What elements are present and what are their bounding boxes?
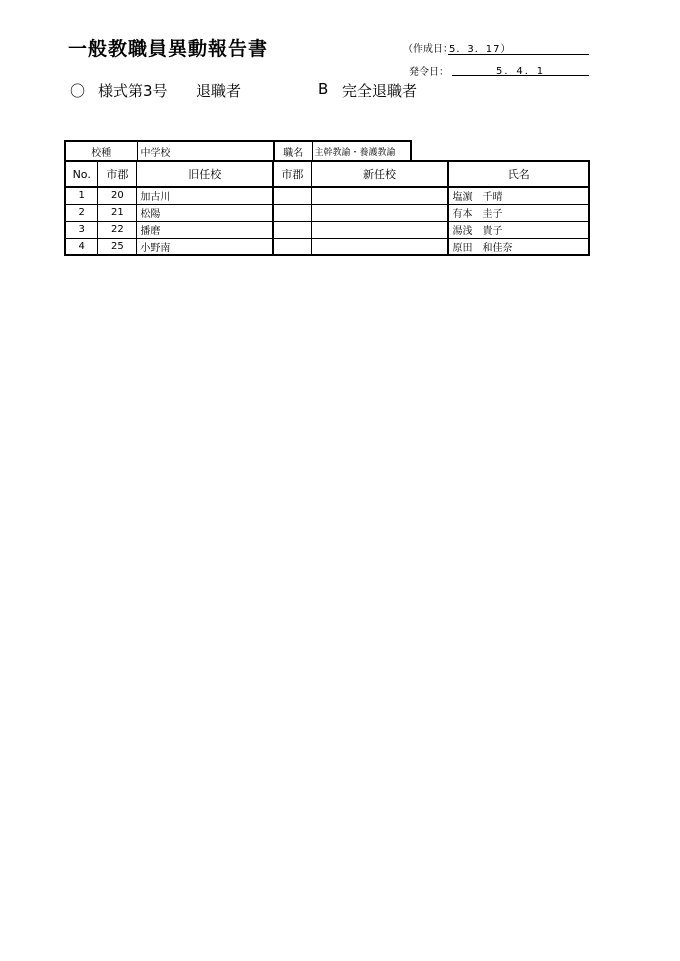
- row-old-school: 加古川: [137, 187, 273, 204]
- row-new-school: [311, 221, 448, 238]
- row-new-city: [273, 187, 311, 204]
- row-city: 25: [98, 238, 137, 255]
- table-row: [65, 238, 589, 255]
- row-new-city: [273, 221, 311, 238]
- created-date-value: 5．3．17）: [449, 44, 512, 55]
- header-new-city: 市郡: [273, 161, 311, 187]
- position-label: 職名: [274, 141, 312, 161]
- row-old-school: 播磨: [137, 221, 273, 238]
- row-old-school: 松陽: [137, 204, 273, 221]
- category-name: 完全退職者: [342, 82, 418, 100]
- table-row: [65, 221, 589, 238]
- row-city: 20: [98, 187, 137, 204]
- row-new-school: [311, 238, 448, 255]
- row-name: 湯浅 貴子: [448, 221, 589, 238]
- row-no: 2: [65, 204, 98, 221]
- header-city: 市郡: [98, 161, 137, 187]
- row-no: 1: [65, 187, 98, 204]
- row-new-city: [273, 204, 311, 221]
- row-old-school: 小野南: [137, 238, 273, 255]
- row-city: 21: [98, 204, 137, 221]
- retirement-type: 退職者: [196, 82, 242, 100]
- header-old-school: 旧任校: [137, 161, 273, 187]
- transfer-table: [64, 160, 590, 256]
- header-new-school: 新任校: [311, 161, 448, 187]
- position-value: 主幹教諭・養護教諭: [312, 141, 411, 161]
- form-number: 様式第3号: [98, 82, 168, 100]
- table-row: [65, 204, 589, 221]
- meta-table: [64, 140, 412, 162]
- circle-mark: 〇: [70, 82, 86, 100]
- row-new-school: [311, 187, 448, 204]
- header-no: No.: [65, 161, 98, 187]
- row-new-school: [311, 204, 448, 221]
- issue-date-label: 発令日：: [409, 67, 449, 78]
- row-name: 有本 圭子: [448, 204, 589, 221]
- row-name: 塩濵 千晴: [448, 187, 589, 204]
- row-no: 4: [65, 238, 98, 255]
- page-title: 一般教職員異動報告書: [68, 38, 269, 60]
- school-type-value: 中学校: [137, 141, 274, 161]
- category-code: B: [318, 80, 329, 98]
- created-date-underline: [448, 54, 589, 55]
- header-name: 氏名: [448, 161, 589, 187]
- issue-date-value: 5．4．1: [496, 66, 546, 77]
- table-row: [65, 187, 589, 204]
- school-type-label: 校種: [65, 141, 137, 161]
- issue-date-underline: [452, 75, 589, 76]
- created-date-label: （作成日：: [403, 44, 453, 55]
- row-name: 原田 和佳奈: [448, 238, 589, 255]
- row-city: 22: [98, 221, 137, 238]
- row-no: 3: [65, 221, 98, 238]
- row-new-city: [273, 238, 311, 255]
